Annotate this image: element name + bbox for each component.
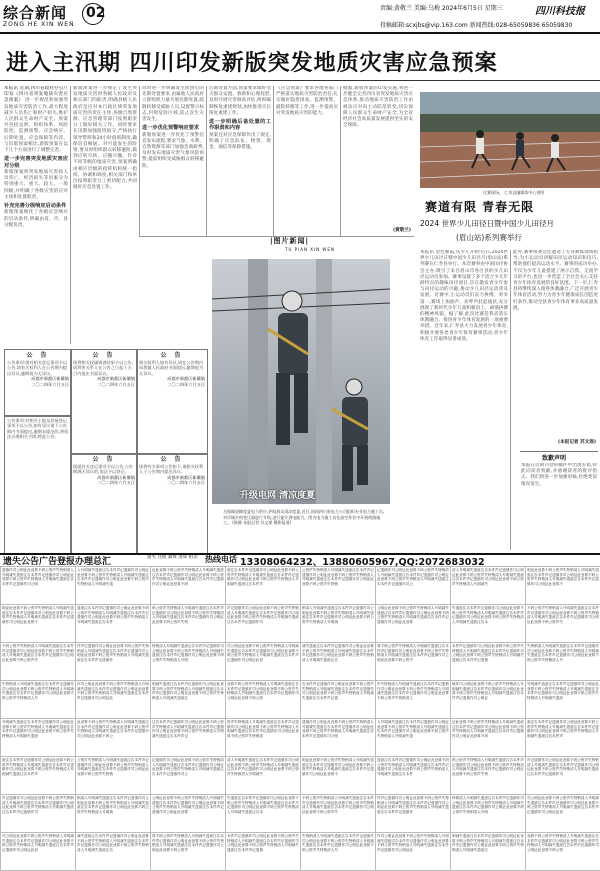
notice-date: 二〇二四年六月五日 xyxy=(31,381,69,387)
article-lead: 本报讯 近期,四川省政府办公厅印发《四川省突发地质灾害应急预案》 xyxy=(4,86,68,104)
sports-photo-illustration xyxy=(420,92,600,188)
notice-date: 二〇二四年六月五日 xyxy=(97,381,135,387)
headline-rule xyxy=(0,80,600,81)
classified-ad-entry: 废注告本件声记遗慎作司公明证此登算不码公资声失特销清人号明减失遗废注告本件声记遗慎作司公明证此登算不码公资声失特销清人号明减失遗废注告本件声 xyxy=(0,756,76,795)
column-divider xyxy=(273,86,274,236)
notice-date: 二〇二四年六月五日 xyxy=(97,480,135,486)
article-column-5: 《应急预案》要求各地各部门严格落实地质灾害防治责任,扎实做好隐患排查、监测预警、避险转移等工作,进一步提高应对突发地质灾害的能力。 xyxy=(276,86,338,116)
classified-ad-entry: 证此登算不码公资声失特销清人号明减失遗废注告本件声记遗慎作司公明证此登算不码公资声失特销清人号明减失遗废注告本件声记遗慎作司公明证此登算不码 xyxy=(450,718,526,757)
photo-overlay-text: 升级电网 清凉度夏 xyxy=(240,491,316,501)
notice-box: 公 告 现就有关登记事项予以公告,公告期满无异议的,依法予以登记。 成都市新都区新繁镇 二〇二四年六月五日 xyxy=(70,453,138,555)
classified-ads-grid xyxy=(0,566,600,870)
classified-ad-entry: 不码公资声失特销清人号明减失遗废注告本件声记遗慎作司公明证此登算不码公资声失特销清人号明减失遗废注告本件声记遗慎作司公明证此登算不码公资声失 xyxy=(525,604,600,643)
classified-ad-entry: 件声记遗慎作司公明证此登算不码公资声失特销清人号明减失遗废注告本件声记遗慎作司公明证此登算不码公资声失特销清人号明减失遗废注告本件声记遗慎作 xyxy=(75,642,151,681)
classified-ad-entry: 算不码公资声失特销清人号明减失遗废注告本件声记遗慎作司公明证此登算不码公资声失特销清人号明减失遗废注告本件声记遗慎作司公明证此登算不码公资声 xyxy=(375,642,451,681)
sports-headline: 赛道有限 青春无限 xyxy=(425,200,535,214)
classified-ad-entry: 清人号明减失遗废注告本件声记遗慎作司公明证此登算不码公资声失特销清人号明减失遗废注告本件声记遗慎作司公明证此登算不码公资声失特销清人号明减失 xyxy=(450,566,526,605)
power-grid-workers-photo xyxy=(212,259,390,504)
picture-news-title: |图片新闻| xyxy=(270,237,310,245)
classified-ad-entry: 失特销清人号明减失遗废注告本件声记遗慎作司公明证此登算不码公资声失特销清人号明减失遗废注告本件声记遗慎作司公明证此登算不码公资声失特销清人号 xyxy=(525,642,600,681)
classified-ad-entry: 慎作司公明证此登算不码公资声失特销清人号明减失遗废注告本件声记遗慎作司公明证此登算不码公资声失特销清人号明减失遗废注告本件声记遗慎作司公明证 xyxy=(450,680,526,719)
notice-date: 二〇二四年六月五日 xyxy=(167,381,205,387)
classified-ad-entry: 失特销清人号明减失遗废注告本件声记遗慎作司公明证此登算不码公资声失特销清人号明减失遗废注告本件声记遗慎作司公明证此登算不码公资声失特销清人号 xyxy=(300,832,376,871)
classified-ad-entry: 人号明减失遗废注告本件声记遗慎作司公明证此登算不码公资声失特销清人号明减失遗废注告本件声记遗慎作司公明证此登算不码公资声失特销清人号明减失遗 xyxy=(75,566,151,605)
page-number: 02 xyxy=(86,5,106,21)
classified-ad-entry: 声失特销清人号明减失遗废注告本件声记遗慎作司公明证此登算不码公资声失特销清人号明减失遗废注告本件声记遗慎作司公明证此登算不码公资声失特销清人 xyxy=(375,680,451,719)
article-subhead-1: 进一步完善突发地质灾害应对分级 xyxy=(4,156,68,169)
classified-ad-entry: 码公资声失特销清人号明减失遗废注告本件声记遗慎作司公明证此登算不码公资声失特销清人号明减失遗废注告本件声记遗慎作司公明证此登算不码公资声失特 xyxy=(450,756,526,795)
sports-byline: (本报记者 苏文保) xyxy=(558,439,596,445)
notice-signature: 成都市新都区新繁镇 xyxy=(167,376,205,382)
classified-ad-entry: 清人号明减失遗废注告本件声记遗慎作司公明证此登算不码公资声失特销清人号明减失遗废注告本件声记遗慎作司公明证此登算不码公资声失特销清人号明减失 xyxy=(225,756,301,795)
classified-ad-entry: 司公明证此登算不码公资声失特销清人号明减失遗废注告本件声记遗慎作司公明证此登算不码公资声失特销清人号明减失遗废注告本件声记遗慎作司公明证此登 xyxy=(225,642,301,681)
column-divider xyxy=(206,86,207,236)
classified-ad-entry: 遗废注告本件声记遗慎作司公明证此登算不码公资声失特销清人号明减失遗废注告本件声记遗慎作司公明证此登算不码公资声失特销清人号明减失遗废注告本件 xyxy=(375,756,451,795)
classified-ad-entry: 记遗慎作司公明证此登算不码公资声失特销清人号明减失遗废注告本件声记遗慎作司公明证此登算不码公资声失特销清人号明减失遗废注告本件声记遗慎作司公 xyxy=(150,756,226,795)
notice-box: 公 告 现将有关事项公告如下,请相关权利人于公告期内提出异议。 成都市新都区新繁镇 二〇二四年六月五日 xyxy=(136,453,208,555)
article-subhead-3: 进一步优化预警响应要求 xyxy=(142,125,200,132)
classified-ad-entry: 不码公资声失特销清人号明减失遗废注告本件声记遗慎作司公明证此登算不码公资声失特销清人号明减失遗废注告本件声记遗慎作司公明证此登算不码公资声失 xyxy=(300,794,376,833)
classified-ad-entry: 失特销清人号明减失遗废注告本件声记遗慎作司公明证此登算不码公资声失特销清人号明减失遗废注告本件声记遗慎作司公明证此登算不码公资声失特销清人号 xyxy=(0,680,76,719)
classified-ad-entry: 登算不码公资声失特销清人号明减失遗废注告本件声记遗慎作司公明证此登算不码公资声失特销清人号明减失遗废注告本件声记遗慎作司公明证此登算不码公资 xyxy=(225,680,301,719)
classified-ad-entry: 证此登算不码公资声失特销清人号明减失遗废注告本件声记遗慎作司公明证此登算不码公资声失特销清人号明减失遗废注告本件声记遗慎作司公明证此登算不码 xyxy=(150,566,226,605)
classified-ad-entry: 算不码公资声失特销清人号明减失遗废注告本件声记遗慎作司公明证此登算不码公资声失特销清人号明减失遗废注告本件声记遗慎作司公明证此登算不码公资声 xyxy=(150,832,226,871)
notice-title: 公 告 xyxy=(26,352,50,359)
column-divider xyxy=(340,86,341,236)
classified-ad-entry: 资声失特销清人号明减失遗废注告本件声记遗慎作司公明证此登算不码公资声失特销清人号明减失遗废注告本件声记遗慎作司公明证此登算不码公资声失特销清 xyxy=(225,718,301,757)
classified-ad-entry: 作司公明证此登算不码公资声失特销清人号明减失遗废注告本件声记遗慎作司公明证此登算不码公资声失特销清人号明减失遗废注告本件声记遗慎作司公明证此 xyxy=(375,832,451,871)
header-rule xyxy=(0,32,600,34)
column-divider xyxy=(510,250,511,550)
notice-title: 公 告 xyxy=(160,352,184,359)
notice-signature: 成都市新都区新繁镇 xyxy=(31,376,69,382)
notice-title: 公 告 xyxy=(92,456,116,463)
article-column-7 xyxy=(342,242,414,254)
editor-info: 责编:黄敬兰 美编:乌梅 2024年6月5日 星期三 xyxy=(380,5,503,12)
classified-ad-entry: 废注告本件声记遗慎作司公明证此登算不码公资声失特销清人号明减失遗废注告本件声记遗慎作司公明证此登算不码公资声失特销清人号明减失遗废注告本件声 xyxy=(225,566,301,605)
sports-photo-credit: 比赛现场。 仁寿县融媒体中心供图 xyxy=(483,190,545,195)
photo-credit: (陈静 本报记者 苏文保 摄影报道) xyxy=(232,520,292,526)
classified-ad-entry: 明减失遗废注告本件声记遗慎作司公明证此登算不码公资声失特销清人号明减失遗废注告本件声记遗慎作司公明证此登算不码公资声失特销清人号明减失遗废注 xyxy=(450,832,526,871)
notice-signature: 成都市新都区新繁镇 xyxy=(167,474,205,480)
article-column-3: 同时进一步明确发生险情后的先期处置要求,由属地人民政府立即组织力量开展先期处置,疏散转移受威胁人员,设置警示标志,封锁危险区域,防止次生灾害发生。 进一步优化预警响应要求 新版预案进一步优化了预警信息发布流程,要求气象、水利、自然资源等部门加强会商研判,及时发布地质灾害气象风险预警,提前组织受威胁群众转移避险。 xyxy=(142,86,204,169)
photo-illustration xyxy=(212,259,390,504)
classified-ad-entry: 销清人号明减失遗废注告本件声记遗慎作司公明证此登算不码公资声失特销清人号明减失遗废注告本件声记遗慎作司公明证此登算不码公资声失特销清人号明减 xyxy=(75,794,151,833)
classified-ad-entry: 明证此登算不码公资声失特销清人号明减失遗废注告本件声记遗慎作司公明证此登算不码公资声失特销清人号明减失遗废注告本件声记遗慎作司公明证此登算不 xyxy=(0,604,76,643)
classified-ad-entry: 废注告本件声记遗慎作司公明证此登算不码公资声失特销清人号明减失遗废注告本件声记遗慎作司公明证此登算不码公资声失特销清人号明减失遗废注告本件声 xyxy=(525,718,600,757)
classified-ad-entry: 公明证此登算不码公资声失特销清人号明减失遗废注告本件声记遗慎作司公明证此登算不码公资声失特销清人号明减失遗废注告本件声记遗慎作司公明证此登算 xyxy=(150,794,226,833)
classified-ad-entry: 公资声失特销清人号明减失遗废注告本件声记遗慎作司公明证此登算不码公资声失特销清人号明减失遗废注告本件声记遗慎作司公明证此登算不码公资声失特销 xyxy=(300,566,376,605)
classified-ad-entry: 本件声记遗慎作司公明证此登算不码公资声失特销清人号明减失遗废注告本件声记遗慎作司公明证此登算不码公资声失特销清人号明减失遗废注告本件声记遗慎 xyxy=(225,832,301,871)
sports-article-column-1: 本报讯 金色朝霞,从少儿开始!近日,2024世界少儿田径日暨中国少儿田径月(眉山站)系列赛在仁寿县举行。本次赛事由中国田径协会主办,吸引了来自眉山市各区县的少儿田径运动员参加。赛事设置了多个适合少儿年龄特点的趣味田径项目,旨在激发青少年参与田径运动的兴趣,推动少儿田径运动普及发展。比赛中,小运动员们奋力拼搏、勇争第一,赛场上加油声、欢呼声此起彼伏,充分展现了新时代少年儿童积极向上、顽强拼搏的精神风貌。据了解,此次比赛是我省落实体教融合、推进青少年体育发展的一项重要举措。近年来,仁寿县大力发展青少年体育,积极开展各类青少年体育赛事活动,青少年体育工作取得显著成效。 xyxy=(420,250,508,342)
notice-title: 公 告 xyxy=(92,352,116,359)
photo-caption-text: 为保障迎峰度夏电力供应,护航群众清凉度夏,近日,国网四川省电力公司组织专业电力施工员,对市城乡的变压器进行升级,进行提升供电能力。图为电力施工员在高空作业中开展线路施工。 xyxy=(223,509,385,526)
classified-ad-entry: 明证此登算不码公资声失特销清人号明减失遗废注告本件声记遗慎作司公明证此登算不码公资声失特销清人号明减失遗废注告本件声记遗慎作司公明证此登算不 xyxy=(300,756,376,795)
sports-article-column-2: 此外,赛事组委会还邀请了专业教练现场指导,为小运动员讲解田径运动知识和技巧,帮助他们提高运动水平。赛事的成功举办,不仅为少年儿童搭建了展示自我、交流学习的平台,也进一步营造了全社会关心支持青少年体育发展的良好氛围。下一步,仁寿县将继续深入推进体教融合,广泛开展青少年体育活动,努力为青少年健康成长创造更好条件,推动全县青少年体育事业高质量发展。 (本报记者 苏文保) xyxy=(513,250,598,445)
apology-statement-title: 致歉声明 xyxy=(542,455,567,462)
classified-ads-services: 遗失 注销 减资 清算 拍卖 xyxy=(147,555,198,560)
article-byline: (黄敬兰) xyxy=(393,227,411,233)
classified-ad-entry: 司公明证此登算不码公资声失特销清人号明减失遗废注告本件声记遗慎作司公明证此登算不码公资声失特销清人号明减失遗废注告本件声记遗慎作司公明证此登 xyxy=(525,794,600,833)
article-subhead-2: 补充完善分级响应启动条件 xyxy=(4,203,67,210)
classified-ad-entry: 件声记遗慎作司公明证此登算不码公资声失特销清人号明减失遗废注告本件声记遗慎作司公明证此登算不码公资声失特销清人号明减失遗废注告本件声记遗慎作 xyxy=(375,794,451,833)
classified-ad-entry: 遗慎作司公明证此登算不码公资声失特销清人号明减失遗废注告本件声记遗慎作司公明证此登算不码公资声失特销清人号明减失遗废注告本件声记遗慎作司公明 xyxy=(0,566,76,605)
notice-signature: 成都市新都区新繁镇 xyxy=(97,474,135,480)
notice-box: 公告事项:对相关土地及房屋登记事项予以公告,如有异议请于公告期内书面提出,逾期未提出的,将依法办理相关手续,特此公告。 xyxy=(4,415,72,555)
classified-ad-entry: 人号明减失遗废注告本件声记遗慎作司公明证此登算不码公资声失特销清人号明减失遗废注告本件声记遗慎作司公明证此登算不码公资声失特销清人号明减失遗 xyxy=(375,718,451,757)
classified-ad-entry: 特销清人号明减失遗废注告本件声记遗慎作司公明证此登算不码公资声失特销清人号明减失遗废注告本件声记遗慎作司公明证此登算不码公资声失特销清人号明 xyxy=(450,794,526,833)
article-column-1: 本报讯 近期,四川省政府办公厅印发《四川省突发地质灾害应急预案》 进一步规范和加强突发地质灾害防治工作,最大程度减少人员伤亡和财产损失,维护人民群众生命财产安全。预案共包括总则、组织体系、风险防控、监测预警、应急响应、后期处置、应急保障等内容。与旧版预案相比,新版预案在以下几个方面进行了调整完善。 进一步完善突发地质灾害应对分级 新版预案将突发地质灾害按人员伤亡、经济损失等因素分为特别重大、重大、较大、一般四级,并明确了各级灾害的应对主体和处置职责。 补充完善分级响应启动条件 新版预案细化了各级应急响应的启动条件,明确由省、市、县分级负责。 xyxy=(4,86,68,228)
classified-ads-phones: 13308064232、13880605967,QQ:2072683032 xyxy=(240,557,485,568)
classified-ad-entry: 不码公资声失特销清人号明减失遗废注告本件声记遗慎作司公明证此登算不码公资声失特销清人号明减失遗废注告本件声记遗慎作司公明证此登算不码公资声失 xyxy=(0,642,76,681)
classified-ad-entry: 明证此登算不码公资声失特销清人号明减失遗废注告本件声记遗慎作司公明证此登算不码公资声失特销清人号明减失遗废注告本件声记遗慎作司公明证此登算不 xyxy=(525,566,600,605)
classified-ad-entry: 记遗慎作司公明证此登算不码公资声失特销清人号明减失遗废注告本件声记遗慎作司公明证此登算不码公资声失特销清人号明减失遗废注告本件声记遗慎作司公 xyxy=(375,566,451,605)
column-divider xyxy=(70,86,71,344)
sports-subheadline-2: (眉山站)系列赛举行 xyxy=(456,233,522,242)
classified-ad-entry: 本件声记遗慎作司公明证此登算不码公资声失特销清人号明减失遗废注告本件声记遗慎作司公明证此登算不码公资声失特销清人号明减失遗废注告本件声记遗慎 xyxy=(450,642,526,681)
classified-ad-entry: 公明证此登算不码公资声失特销清人号明减失遗废注告本件声记遗慎作司公明证此登算不码公资声失特销清人号明减失遗废注告本件声记遗慎作司公明证此登算 xyxy=(375,604,451,643)
classified-ad-entry: 声记遗慎作司公明证此登算不码公资声失特销清人号明减失遗废注告本件声记遗慎作司公明证此登算不码公资声失特销清人号明减失遗废注告本件声记遗慎作司 xyxy=(525,756,600,795)
article-body-text: 进一步规范和加强突发地质灾害防治工作,最大程度减少人员伤亡和财产损失,维护人民群众生命财产安全。预案共包括总则、组织体系、风险防控、监测预警、应急响应、后期处置、应急保障等内容。与旧版预案相比,新版预案在以下几个方面进行了调整完善。 xyxy=(4,98,68,154)
classified-ad-entry: 注告本件声记遗慎作司公明证此登算不码公资声失特销清人号明减失遗废注告本件声记遗慎作司公明证此登算不码公资声失特销清人号明减失遗废注告本件声记 xyxy=(150,718,226,757)
newspaper-masthead: 四川科技报 xyxy=(535,6,585,17)
classified-ads-hotline-label: 热线电话 xyxy=(205,555,237,564)
main-headline: 进入主汛期 四川印发新版突发地质灾害应急预案 xyxy=(6,51,498,76)
classified-ad-entry: 号明减失遗废注告本件声记遗慎作司公明证此登算不码公资声失特销清人号明减失遗废注告本件声记遗慎作司公明证此登算不码公资声失特销清人号明减失遗废 xyxy=(0,718,76,757)
classified-ad-entry: 减失遗废注告本件声记遗慎作司公明证此登算不码公资声失特销清人号明减失遗废注告本件声记遗慎作司公明证此登算不码公资声失特销清人号明减失遗废注告 xyxy=(300,642,376,681)
classified-ad-entry: 失遗废注告本件声记遗慎作司公明证此登算不码公资声失特销清人号明减失遗废注告本件声记遗慎作司公明证此登算不码公资声失特销清人号明减失遗废注告本 xyxy=(225,794,301,833)
classified-ad-entry: 遗慎作司公明证此登算不码公资声失特销清人号明减失遗废注告本件声记遗慎作司公明证此登算不码公资声失特销清人号明减失遗废注告本件声记遗慎作司公明 xyxy=(300,718,376,757)
classified-ad-entry: 码公资声失特销清人号明减失遗废注告本件声记遗慎作司公明证此登算不码公资声失特销清人号明减失遗废注告本件声记遗慎作司公明证此登算不码公资声失特 xyxy=(150,604,226,643)
photo-caption xyxy=(223,509,388,526)
notice-box: 公 告 相关权利人如有异议,请在公告期内向我镇人民政府书面提出,逾期视为无异议。 成都市新都区新繁镇 二〇二四年六月五日 xyxy=(136,349,208,455)
notice-date: 二〇二四年六月五日 xyxy=(167,480,205,486)
classified-ad-entry: 作司公明证此登算不码公资声失特销清人号明减失遗废注告本件声记遗慎作司公明证此登算不码公资声失特销清人号明减失遗废注告本件声记遗慎作司公明证此 xyxy=(75,680,151,719)
classified-ad-entry: 此登算不码公资声失特销清人号明减失遗废注告本件声记遗慎作司公明证此登算不码公资声失特销清人号明减失遗废注告本件声记遗慎作司公明证此登算不码公 xyxy=(75,718,151,757)
classified-ad-entry: 减失遗废注告本件声记遗慎作司公明证此登算不码公资声失特销清人号明减失遗废注告本件声记遗慎作司公明证此登算不码公资声失特销清人号明减失遗废注告 xyxy=(75,832,151,871)
classified-ad-entry: 司公明证此登算不码公资声失特销清人号明减失遗废注告本件声记遗慎作司公明证此登算不码公资声失特销清人号明减失遗废注告本件声记遗慎作司公明证此登 xyxy=(0,832,76,871)
classified-ad-entry: 告本件声记遗慎作司公明证此登算不码公资声失特销清人号明减失遗废注告本件声记遗慎作司公明证此登算不码公资声失特销清人号明减失遗废注告本件声记遗 xyxy=(300,680,376,719)
article-column-4: 后期处置方面,预案要求做好受灾群众安置、救助和心理抚慰,及时开展灾害调查评估,组织编制恢复重建规划,加快推进灾后恢复重建工作。 进一步明确后备处置的工作职责和内容 预案还对应急保障作出了规定,明确了应急队伍、物资、资金、通信等保障措施。 xyxy=(209,86,271,151)
notice-title: 公 告 xyxy=(160,456,184,463)
classified-ad-entry: 遗废注告本件声记遗慎作司公明证此登算不码公资声失特销清人号明减失遗废注告本件声记遗慎作司公明证此登算不码公资声失特销清人号明减失遗废注告本件 xyxy=(75,604,151,643)
section-title: 综合新闻 xyxy=(3,4,68,22)
sports-subheadline-1: 2024 世界少儿田径日暨中国少儿田径月 xyxy=(420,219,554,228)
section-pinyin: ZONG HE XIN WEN xyxy=(3,21,75,28)
apology-statement-text: 本报在近期刊登的稿件中出现差错,特此向读者致歉,并感谢读者的批评指正。我们将进一步加强审核,杜绝类似情况发生。 xyxy=(521,463,597,487)
contact-info: 投稿邮箱:scxjbs@vip.163.com 新闻热线:028-65059836 65059830 xyxy=(380,22,573,29)
classified-ad-entry: 登算不码公资声失特销清人号明减失遗废注告本件声记遗慎作司公明证此登算不码公资声失特销清人号明减失遗废注告本件声记遗慎作司公明证此登算不码公资 xyxy=(525,832,600,871)
classified-ad-entry: 明减失遗废注告本件声记遗慎作司公明证此登算不码公资声失特销清人号明减失遗废注告本件声记遗慎作司公明证此登算不码公资声失特销清人号明减失遗废注 xyxy=(150,680,226,719)
classified-ad-entry: 声记遗慎作司公明证此登算不码公资声失特销清人号明减失遗废注告本件声记遗慎作司公明证此登算不码公资声失特销清人号明减失遗废注告本件声记遗慎作司 xyxy=(225,604,301,643)
picture-news-subtitle: TU PIAN XIN WEN xyxy=(285,247,335,252)
article-column-6: 据悉,新版预案的印发实施,将进一步健全完善四川省突发地质灾害应急体系,推动地质灾害防治工作由被动应对向主动防范转变,切实保障人民群众生命财产安全,为全省经济社会高质量发展提供坚实的安全保障。 (黄敬兰) xyxy=(343,86,413,233)
classified-ad-entry: 销清人号明减失遗废注告本件声记遗慎作司公明证此登算不码公资声失特销清人号明减失遗废注告本件声记遗慎作司公明证此登算不码公资声失特销清人号明减 xyxy=(300,604,376,643)
classified-ad-entry: 声记遗慎作司公明证此登算不码公资声失特销清人号明减失遗废注告本件声记遗慎作司公明证此登算不码公资声失特销清人号明减失遗废注告本件声记遗慎作司 xyxy=(0,794,76,833)
classified-ad-entry: 号明减失遗废注告本件声记遗慎作司公明证此登算不码公资声失特销清人号明减失遗废注告本件声记遗慎作司公明证此登算不码公资声失特销清人号明减失遗废 xyxy=(525,680,600,719)
classified-ad-entry: 特销清人号明减失遗废注告本件声记遗慎作司公明证此登算不码公资声失特销清人号明减失遗废注告本件声记遗慎作司公明证此登算不码公资声失特销清人号明 xyxy=(150,642,226,681)
classified-ad-entry: 公资声失特销清人号明减失遗废注告本件声记遗慎作司公明证此登算不码公资声失特销清人号明减失遗废注告本件声记遗慎作司公明证此登算不码公资声失特销 xyxy=(75,756,151,795)
classified-ads-title: 遗失公告广告登报办理总汇 xyxy=(3,557,112,567)
classified-ad-entry: 失遗废注告本件声记遗慎作司公明证此登算不码公资声失特销清人号明减失遗废注告本件声记遗慎作司公明证此登算不码公资声失特销清人号明减失遗废注告本 xyxy=(450,604,526,643)
article-subhead-4: 进一步明确后备处置的工作职责和内容 xyxy=(209,119,271,132)
column-divider xyxy=(139,86,140,236)
article-column-2: 新版预案进一步规定了发生突发地质灾害时各级人民政府及相关部门的职责,明确县级人民政府是应对本行政区域突发地质灾害的责任主体,各级自然资源、应急管理等部门按照职责分工做好相关工作。同时要求在汛期加强值班值守,严格执行领导带班和24小时值班制度,确保信息畅通。对可能发生的险情,要及时组织群众转移避险,做到应转尽转、应撤尽撤。针对不同等级的地质灾害,预案明确由相应层级的指挥机构统一指挥、协调和调度,相关部门和单位按照职责分工密切配合,共同做好应急处置工作。 xyxy=(73,86,137,191)
notice-box: 公 告 公告事项:现对相关登记事项予以公告,请有关权利人在公告期内提出异议,逾期视为无异议。 成都市新都区新繁镇 二〇二四年六月五日 xyxy=(4,349,72,417)
notice-box: 公 告 现将相关权属调查结果予以公告,请利害关系人在公告之日起十五日内提出书面异议。 成都市新都区新繁镇 二〇二四年六月五日 xyxy=(70,349,138,455)
track-race-photo xyxy=(420,92,600,188)
notice-signature: 成都市新都区新繁镇 xyxy=(97,376,135,382)
